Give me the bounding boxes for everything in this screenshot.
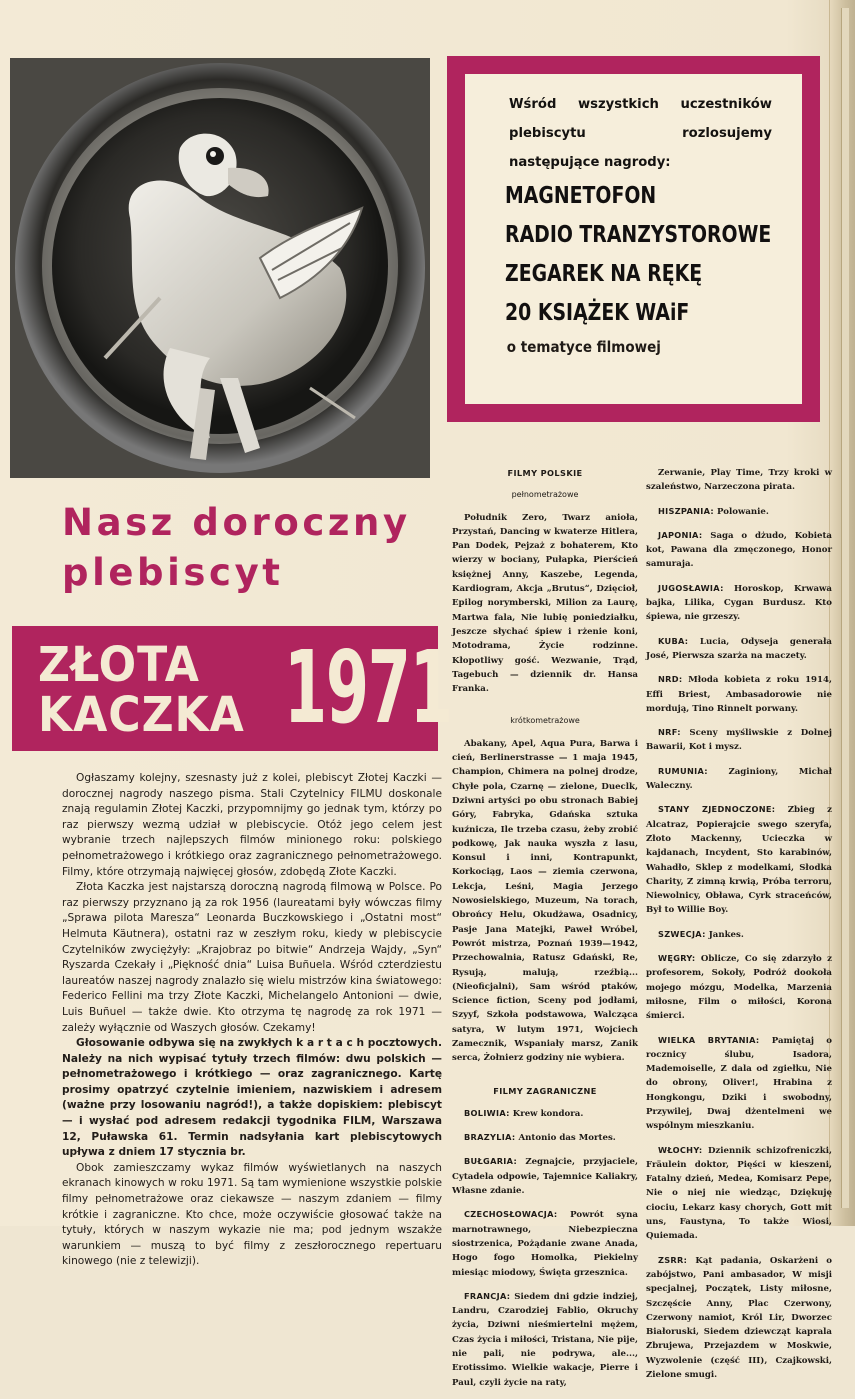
award-name [38,637,259,743]
country-entry [646,504,832,519]
short-films-heading: krótkometrażowe [510,716,580,726]
country-name: KUBA: [658,635,689,646]
country-name: HISZPANIA: [658,505,714,516]
country-name: FRANCJA: [464,1290,511,1301]
prize-item: RADIO TRANZYSTOROWE [505,222,772,248]
prize-item: MAGNETOFON [505,183,657,209]
country-entry [646,581,832,625]
article-paragraph: Złota Kaczka jest najstarszą doroczną nagrodą filmową w Polsce. Po raz pierwszy przyznano ją za rok 1956 (laureatami były wówczas filmy „Sprawa pilota Maresza“ Leonarda Buczkowskiego i „Ostatni most“ Helmuta Käutnera), ostatni raz w zeszłym roku, kiedy w plebiscycie Czytelników zwyciężyły: „Krajobraz po bitwie“ Andrzeja Wajdy, „Syn“ Ryszarda Czekały i „Piękność dnia“ Luisa Buñuela. Wśród czterdziestu laureatów naszej nagrody znalazło się wielu mistrzów kina światowego: Federico Fellini ma trzy Złote Kaczki, Michelangelo Antonioni — dwie, Luis Buñuel — także dwie. Kto otrzyma tę nagrodę za rok 1971 — zależy wyłącznie od Waszych głosów. Czekamy! [62,881,442,1034]
duck-medallion-image [10,58,430,478]
article-paragraph: Ogłaszamy kolejny, szesnasty już z kolei, plebiscyt Złotej Kaczki — dorocznej nagrody naszego pisma. Stali Czytelnicy FILMU doskonale znają regulamin Złotej Kaczki, przypomnijmy go jednak tym, którzy po raz pierwszy wezmą udział w plebiscycie. Otóż jego celem jest wybranie trzech najlepszych filmów minionego roku: polskiego pełnometrażowego i krótkiego oraz zagranicznego pełnometrażowego. Filmy, które otrzymają najwięcej głosów, zdobędą Złote Kaczki. [62,772,442,878]
country-entry [452,1207,638,1279]
country-films: Polowanie. [716,506,769,517]
title-line-2: plebiscyt [62,551,284,594]
prize-box-inner [465,74,802,404]
film-list-column-1 [452,466,638,1399]
country-entry [646,1253,832,1383]
country-films: Siedem dni gdzie indziej, Landru, Czarodziej Fablio, Okruchy życia, Dziwni nieśmiertelni mężem, Czas życia i miłości, Tristana, Nie pije, nie pali, nie podrywa, ale..., Erotissimo. Wielkie wakacje, Pierre i Paul, czyli życie na raty, [452,1291,638,1388]
country-name: WĘGRY: [658,953,696,964]
country-name: NRD: [658,674,683,685]
film-list-column-2 [646,466,832,1391]
award-name-line-2: KACZKA [38,687,245,743]
country-films: Antonio das Mortes. [518,1133,616,1144]
golden-duck-photo [10,58,430,478]
award-year: 1971 [284,629,452,746]
country-entry [646,634,832,664]
country-name: NRF: [658,727,681,738]
country-films: Lucia, Odyseja generała José, Pierwsza szarża na maczety. [646,636,833,661]
country-name: BOLIWIA: [464,1107,510,1118]
country-name: CZECHOSŁOWACJA: [464,1209,558,1220]
page-title [62,498,442,598]
country-films: Powrót syna marnotrawnego, Niebezpieczna siostrzenica, Pożądanie zwane Anada, Hogo fogo Homolka, Piekielny miesiąc miodowy, Święta grzesznica. [452,1210,638,1278]
country-films: Zbieg z Alcatraz, Popierajcie swego szeryfa, Złoto Mackenny, Ucieczka w kajdanach, Incydent, Sto karabinów, Wahadło, Sklep z modelkami, Słodka Charity, Z zimną krwią, Próba terroru, Niewolnicy, Obława, Cyrk straceńców, Był to Willie Boy. [646,805,832,916]
country-films: Młoda kobieta z roku 1914, Effi Briest, Ambasadorowie nie mordują, Tino Rinnelt porwany. [646,675,832,714]
prize-box [447,56,820,422]
foreign-films-heading: FILMY ZAGRANICZNE [493,1085,597,1096]
feature-films-heading: pełnometrażowe [511,490,579,500]
country-films: Krew kondora. [512,1108,584,1119]
country-name: STANY ZJEDNOCZONE: [658,804,776,815]
country-entry [646,927,832,942]
country-name: BRAZYLIA: [464,1132,516,1143]
country-films: Jankes. [708,929,744,940]
country-name: SZWECJA: [658,928,706,939]
country-entry [452,1289,638,1390]
article-paragraph: Obok zamieszczamy wykaz filmów wyświetlanych na naszych ekranach kinowych w roku 1971. Są tam wymienione wszystkie polskie filmy pełnometrażowe oraz ciekawsze — naszym zdaniem — filmy krótkie i zagraniczne. Kto chce, może oczywiście głosować także na tytuły, których w naszym wykazie nie ma; pod jednym wszakże warunkiem — muszą to być filmy z zeszłorocznego repertuaru kinowego (nie z telewizji). [62,1161,442,1268]
country-name: ZSRR: [658,1254,688,1265]
country-name: JAPONIA: [658,529,703,540]
country-entry [646,1143,832,1244]
prize-item: ZEGAREK NA RĘKĘ [505,261,703,287]
country-entry [646,951,832,1023]
france-continued: Zerwanie, Play Time, Trzy kroki w szaleństwo, Narzeczona pirata. [646,468,832,493]
feature-films-list: Południk Zero, Twarz anioła, Przystań, Dancing w kwaterze Hitlera, Pan Dodek, Pejzaż z bohaterem, Kto wierzy w bociany, Pułapka, Pierścień księżnej Anny, Kaszebe, Legenda, Kardiogram, Akcja „Brutus“, Dzięcioł, Epilog norymberski, Milion za Laurę, Martwa fala, Nie lubię poniedziałku, Jeszcze słychać śpiew i rżenie koni, Motodrama, Życie rodzinne. Kłopotliwy gość. Wezwanie, Trąd, Tagebuch — dziennik dr. Hansa Franka. [452,512,638,695]
country-name: RUMUNIA: [658,765,708,776]
country-name: BUŁGARIA: [464,1156,518,1167]
country-entry [646,725,832,755]
country-entry [452,1130,638,1145]
country-films: Zegnajcie, przyjaciele, Cytadela odpowie, Tajemnice Kaliakry, Własne zdanie. [452,1157,638,1197]
country-films: Pamiętaj o rocznicy ślubu, Isadora, Mademoiselle, Z dala od zgiełku, Nie do obrony, Oliver!, Hrabina z Hongkongu, Dziki i swobodny, Przywilej, Dwaj dżentelmeni we wspólnym mieszkaniu. [646,1035,832,1132]
prize-note: o tematyce filmowej [506,338,661,356]
country-entry [646,802,832,917]
article-body [62,771,442,1270]
country-films: Dziennik schizofreniczki, Fräulein doktor, Pięści w kieszeni, Fatalny dzień, Medea, Komisarz Pepe, Nie o niej nie wiedząc, Dziękuję ciociu, Lekarz kasy chorych, Gott mit uns, Faustyna, To także Wiosi, Quiemada. [646,1145,832,1242]
award-banner [12,626,452,751]
country-entry [646,672,832,716]
country-films: Saga o dżudo, Kobieta kot, Pawana dla zmęczonego, Honor samuraja. [646,530,832,570]
country-entry [646,528,832,572]
country-films: Zaginiony, Michał Waleczny. [646,766,832,792]
country-entry [646,1033,832,1134]
country-films: Oblicze, Co się zdarzyło z profesorem, Sokoły, Podróż dookoła mojego mózgu, Modelka, Marzenia miłosne, Film o miłości, Korona śmierci. [646,954,833,1022]
polish-films-heading: FILMY POLSKIE [507,468,583,478]
prize-item: 20 KSIĄŻEK WAiF [505,300,690,326]
country-films: Kąt padania, Oskarżeni o zabójstwo, Pani ambasador, W misji specjalnej, Początek, Listy miłosne, Szczęście Anny, Plac Czerwony, Czerwony namiot, Król Lir, Dworzec Białoruski, Siedem dziewcząt kaprala Zbrujewa, Przejazdem w Moskwie, Wyzwolenie (część III), Czajkowski, Zielone smugi. [646,1255,832,1381]
article-paragraph-voting-rules: Głosowanie odbywa się na zwykłych k a r t a c h pocztowych. Należy na nich wypisać tytuły trzech filmów: dwu polskich — pełnometrażowego i krótkiego — oraz zagranicznego. Kartę prosimy opatrzyć czytelnie imieniem, nazwiskiem i adresem (ważne przy losowaniu nagród!), a także dopiskiem: plebiscyt — i wysłać pod adresem redakcji tygodnika FILM, Warszawa 12, Puławska 61. Termin nadsyłania kart plebiscytowych upływa z dniem 17 stycznia br. [62,1037,442,1159]
country-films: Sceny myśliwskie z Dolnej Bawarii, Kot i mysz. [646,728,832,753]
page-edge [829,0,855,1226]
country-name: WŁOCHY: [658,1144,703,1155]
country-entry [646,764,832,794]
prize-intro: Wśród wszystkich uczestników plebiscytu rozlosujemy następujące nagrody: [509,97,772,170]
country-films: Horoskop, Krwawa bajka, Lilika, Cygan Burdusz. Kto śpiewa, nie grzeszy. [646,583,832,623]
country-entry [452,1154,638,1198]
country-entry [452,1106,638,1121]
title-line-1: Nasz doroczny [62,501,411,544]
country-name: JUGOSŁAWIA: [658,582,724,593]
short-films-list: Abakany, Apel, Aqua Pura, Barwa i cień, Berlinerstrasse — 1 maja 1945, Champion, Chimera na polnej drodze, Chyłe pola, Czarnę — zielone, Dueclk, Dziwni artyści po obu stronach Babiej Góry, Fabryka, Gdańska sztuka kuźnicza, Ile trzeba czasu, żeby zrobić podkowę, Jak nauka wyszła z lasu, Konsul i inni, Kontrapunkt, Korkociąg, Laos — ziemia czerwona, Lekcja, Leśni, Magia Jerzego Nowosielskiego, Muzeum, Na torach, Obrońcy Helu, Okudżawa, Osadnicy, Pasje Jana Matejki, Paweł Wróbel, Powrót mistrza, Poznań 1939—1942, Przechowalnia, Ratusz Gdański, Re, Rysują, malują, rzeźbią... (Nieoficjalni), Sam wśród ptaków, Science fiction, Sceny pod jodłami, Szyyf, Szkoła podstawowa, Walcząca satyra, W lutym 1971, Wojciech Zamecznik, Wspaniały marsz, Zanik serca, Żołnierz godziny nie wybiera. [452,738,638,1064]
award-name-line-1: ZŁOTA [38,637,200,693]
country-name: WIELKA BRYTANIA: [658,1034,760,1045]
